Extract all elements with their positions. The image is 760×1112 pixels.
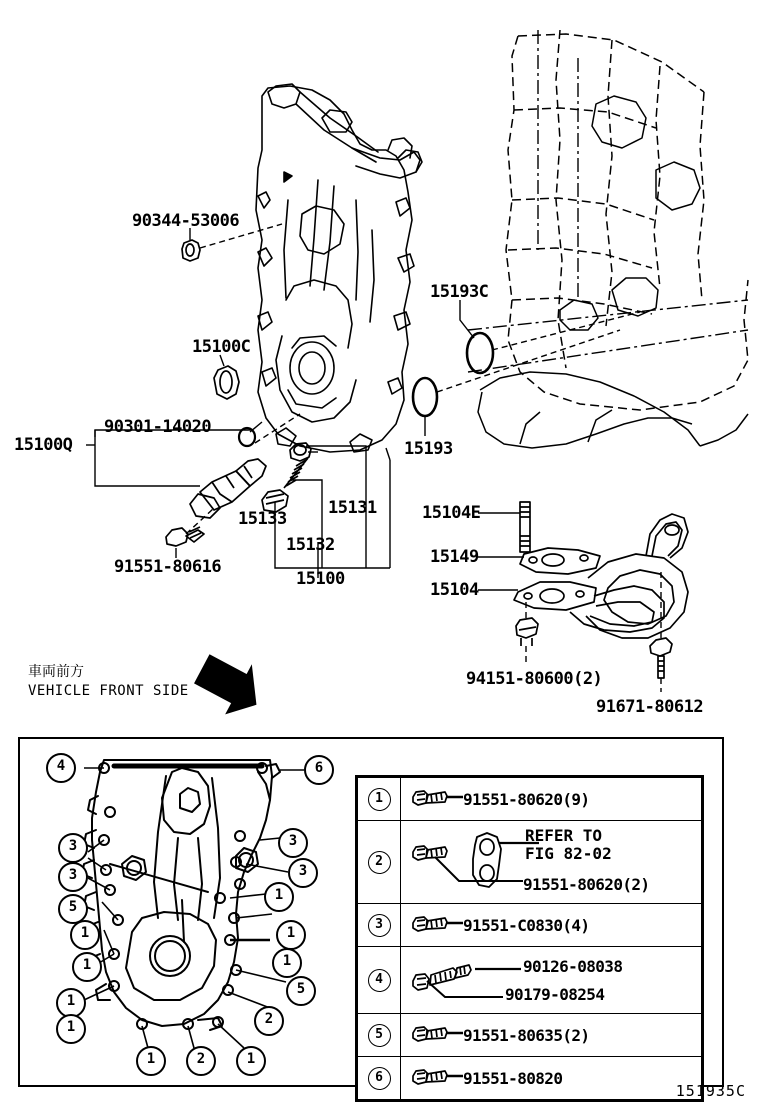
callout-15149: 15149 [430, 547, 479, 567]
table-row [358, 947, 702, 1014]
table-row [358, 1014, 702, 1057]
legend-part-cell [401, 904, 702, 947]
bolt-marker[interactable]: 5 [58, 894, 88, 924]
callout-15104: 15104 [430, 580, 479, 600]
vehicle-front-arrow [189, 646, 271, 724]
leader-line [429, 853, 529, 897]
callout-91671-80612: 91671-80612 [596, 697, 704, 717]
ref-bubble-1: 1 [368, 788, 391, 811]
ref-bubble-6: 6 [368, 1067, 391, 1090]
ref-bubble-3: 3 [368, 914, 391, 937]
ref-bubble-4: 4 [368, 969, 391, 992]
leader-line [423, 977, 509, 1007]
legend-ref-cell [358, 1057, 401, 1100]
legend-part-number: 90126-08038 [523, 957, 623, 976]
ref-bubble-5: 5 [368, 1024, 391, 1047]
ref-bubble-2: 2 [368, 851, 391, 874]
parts-legend-table [355, 775, 704, 1102]
callout-94151-80600: 94151-80600(2) [466, 669, 603, 689]
legend-part-number: 91551-80620(2) [523, 875, 650, 894]
callout-15100C: 15100C [192, 337, 251, 357]
callout-15132: 15132 [286, 535, 335, 555]
legend-part-number: 91551-C0830(4) [463, 915, 590, 935]
bolt-marker[interactable]: 1 [136, 1046, 166, 1076]
legend-part-cell [401, 778, 702, 821]
bolt-marker[interactable]: 1 [264, 882, 294, 912]
callout-15100: 15100 [296, 569, 345, 589]
bolt-icon [405, 910, 463, 940]
legend-part-number: 91551-80620(9) [463, 789, 590, 809]
refer-line-2: FIG 82-02 [525, 843, 612, 863]
callout-15104E: 15104E [422, 503, 481, 523]
callout-15100Q: 15100Q [14, 435, 73, 455]
legend-part-number: 91551-80820 [463, 1068, 563, 1088]
legend-part-cell [401, 1014, 702, 1057]
bolt-marker[interactable]: 1 [72, 952, 102, 982]
table-row [358, 821, 702, 904]
callout-90344-53006: 90344-53006 [132, 211, 240, 231]
legend-ref-cell [358, 1014, 401, 1057]
bolt-marker[interactable]: 1 [70, 920, 100, 950]
callout-15193: 15193 [404, 439, 453, 459]
legend-part-number: 90179-08254 [505, 985, 605, 1004]
legend-part-cell [401, 1057, 702, 1100]
callout-15131: 15131 [328, 498, 377, 518]
bolt-marker[interactable]: 3 [288, 858, 318, 888]
callout-15133: 15133 [238, 509, 287, 529]
bolt-marker[interactable]: 2 [186, 1046, 216, 1076]
bolt-marker[interactable]: 1 [276, 920, 306, 950]
bolt-marker[interactable]: 1 [236, 1046, 266, 1076]
vehicle-front-side-note [28, 663, 189, 701]
bolt-marker[interactable]: 3 [58, 862, 88, 892]
bolt-marker[interactable]: 6 [304, 755, 334, 785]
bolt-marker[interactable]: 1 [56, 1014, 86, 1044]
refer-line-1: REFER TO [525, 826, 603, 845]
bolt-marker[interactable]: 3 [58, 833, 88, 863]
vehicle-front-side-english: VEHICLE FRONT SIDE [28, 682, 189, 699]
bolt-icon [405, 784, 463, 814]
figure-id: 151935C [675, 1082, 746, 1100]
bolt-icon [405, 1063, 463, 1093]
bolt-icon [405, 1020, 463, 1050]
legend-ref-cell [358, 947, 401, 1014]
legend-ref-cell [358, 821, 401, 904]
table-row [358, 1057, 702, 1100]
bolt-marker[interactable]: 3 [278, 828, 308, 858]
callout-15193C: 15193C [430, 282, 489, 302]
legend-part-cell [401, 947, 702, 1014]
bolt-marker[interactable]: 1 [56, 988, 86, 1018]
legend-part-number: 91551-80635(2) [463, 1025, 590, 1045]
legend-part-cell [401, 821, 702, 904]
bolt-marker[interactable]: 5 [286, 976, 316, 1006]
callout-91551-80616: 91551-80616 [114, 557, 222, 577]
vehicle-front-side-japanese: 車両前方 [28, 664, 84, 680]
callout-90301-14020: 90301-14020 [104, 417, 212, 437]
table-row [358, 904, 702, 947]
bolt-marker[interactable]: 1 [272, 948, 302, 978]
table-row [358, 778, 702, 821]
bolt-marker[interactable]: 4 [46, 753, 76, 783]
bolt-marker[interactable]: 2 [254, 1006, 284, 1036]
legend-ref-cell [358, 904, 401, 947]
legend-ref-cell [358, 778, 401, 821]
